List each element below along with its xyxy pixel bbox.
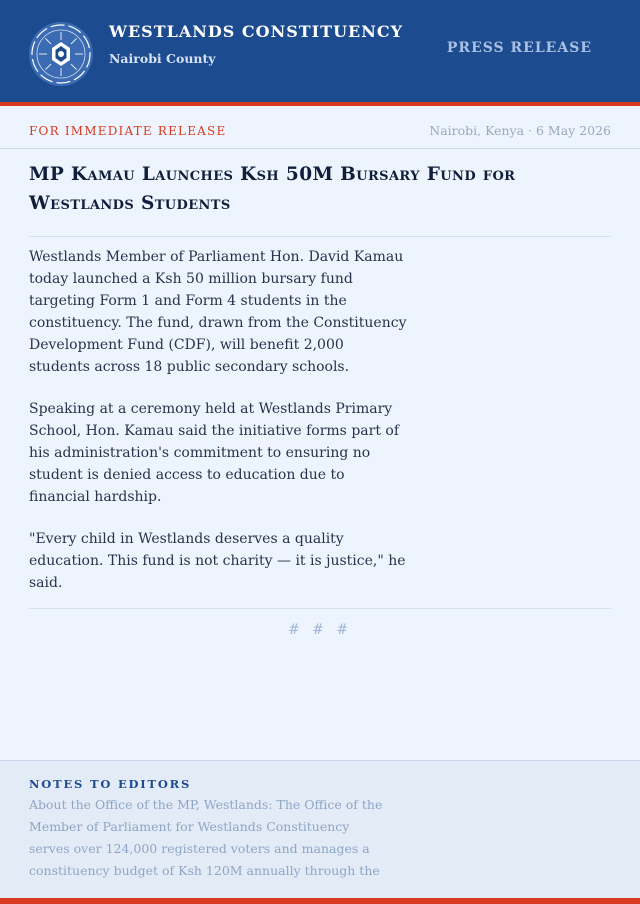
document-type-label: PRESS RELEASE <box>446 40 592 56</box>
release-status-label: FOR IMMEDIATE RELEASE <box>29 124 227 138</box>
article-body <box>29 246 407 614</box>
notes-to-editors <box>0 760 640 899</box>
paragraph: Westlands Member of Parliament Hon. David Kamau today launched a Ksh 50 million bursary fund targeting Form 1 and Form 4 students in the constituency. The fund, drawn from the Constituency Development Fund (CDF), will benefit 2,000 students across 18 public secondary schools. <box>29 249 407 375</box>
body-divider <box>29 608 611 609</box>
dateline: Nairobi, Kenya · 6 May 2026 <box>429 123 611 138</box>
headline: MP Kamau Launches Ksh 50M Bursary Fund for Westlands Students <box>29 164 516 214</box>
release-meta-bar <box>0 106 640 149</box>
paragraph: "Every child in Westlands deserves a quality education. This fund is not charity — it is justice," he said. <box>29 531 406 591</box>
notes-title: NOTES TO EDITORS <box>29 777 192 791</box>
notes-text: About the Office of the MP, Westlands: The Office of the Member of Parliament for Westlands Constituency serves over 124,000 registered voters and manages a constituency budget of Ksh 120M annually through the <box>29 797 383 878</box>
county-name: Nairobi County <box>109 51 216 66</box>
constituency-seal-icon <box>28 21 94 87</box>
headline-divider <box>29 236 611 237</box>
paragraph: Speaking at a ceremony held at Westlands Primary School, Hon. Kamau said the initiative forms part of his administration's commitment to ensuring no student is denied access to education due to financial hardship. <box>29 401 400 505</box>
organization-name: WESTLANDS CONSTITUENCY <box>109 22 403 41</box>
end-of-release-mark: # # # <box>287 622 353 638</box>
masthead <box>0 0 640 106</box>
footer-accent-bar <box>0 898 640 904</box>
